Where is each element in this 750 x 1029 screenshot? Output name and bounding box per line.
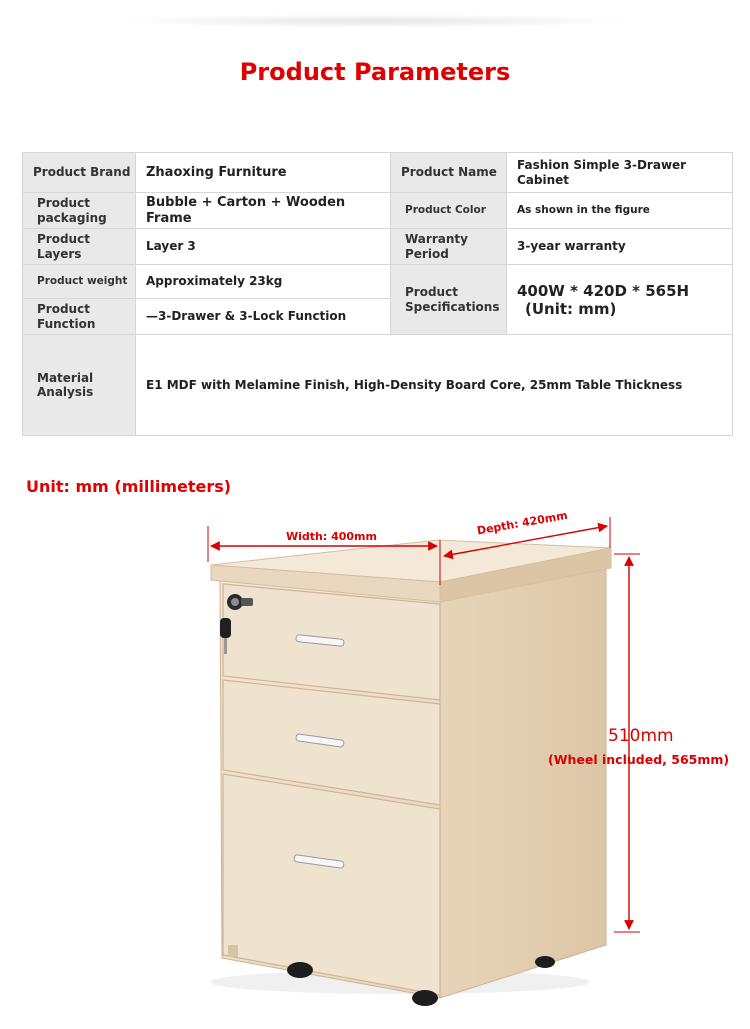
specifications-label: Product Specifications bbox=[391, 265, 507, 335]
layers-value: Layer 3 bbox=[136, 229, 391, 265]
material-value: E1 MDF with Melamine Finish, High-Density Board Core, 25mm Table Thickness bbox=[136, 335, 733, 436]
name-label: Product Name bbox=[391, 153, 507, 193]
weight-value: Approximately 23kg bbox=[136, 265, 391, 299]
function-label: Product Function bbox=[23, 299, 136, 335]
specifications-unit: (Unit: mm) bbox=[525, 299, 617, 318]
material-label: Material Analysis bbox=[23, 335, 136, 436]
depth-label: Depth: 420mm bbox=[475, 508, 569, 538]
width-label: Width: 400mm bbox=[286, 530, 377, 543]
height-label: 510mm bbox=[608, 726, 674, 746]
warranty-label: Warranty Period bbox=[391, 229, 507, 265]
specifications-value: 400W * 420D * 565H bbox=[517, 281, 690, 300]
page-title: Product Parameters bbox=[239, 58, 511, 86]
function-value: —3-Drawer & 3-Lock Function bbox=[136, 299, 391, 335]
weight-label: Product weight bbox=[23, 265, 136, 299]
warranty-value: 3-year warranty bbox=[507, 229, 733, 265]
packaging-label: Product packaging bbox=[23, 193, 136, 229]
name-value: Fashion Simple 3-Drawer Cabinet bbox=[507, 153, 733, 193]
color-label: Product Color bbox=[391, 193, 507, 229]
height-note: (Wheel included, 565mm) bbox=[548, 752, 730, 767]
cabinet-side-panel bbox=[440, 568, 606, 998]
unit-note: Unit: mm (millimeters) bbox=[26, 477, 232, 496]
brand-label: Product Brand bbox=[23, 153, 136, 193]
brand-value: Zhaoxing Furniture bbox=[136, 153, 391, 193]
packaging-value: Bubble + Carton + Wooden Frame bbox=[136, 193, 391, 229]
layers-label: Product Layers bbox=[23, 229, 136, 265]
color-value: As shown in the figure bbox=[507, 193, 733, 229]
